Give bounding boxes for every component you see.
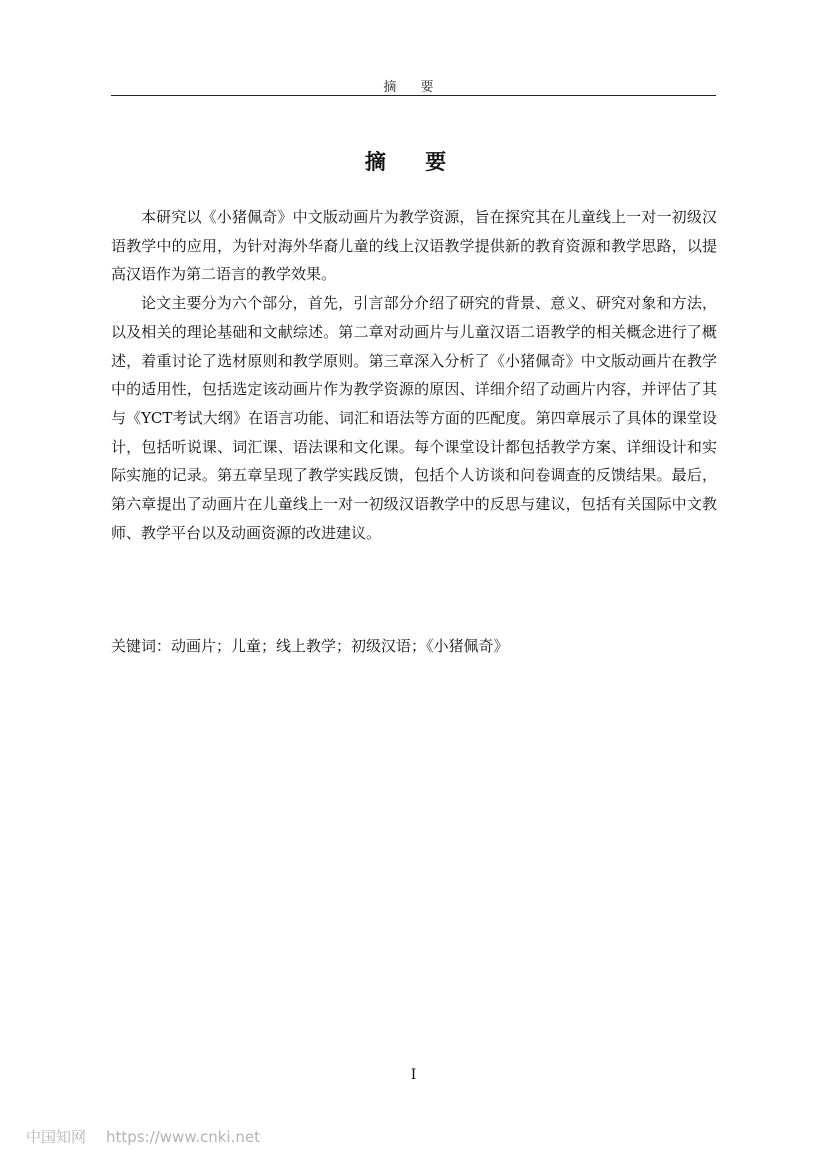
- watermark-brand: 中国知网: [26, 1128, 87, 1146]
- abstract-body: [111, 203, 717, 547]
- cnki-watermark: [26, 1126, 260, 1147]
- abstract-paragraph-2: 论文主要分为六个部分，首先，引言部分介绍了研究的背景、意义、研究对象和方法，以及相关的理论基础和文献综述。第二章对动画片与儿童汉语二语教学的相关概念进行了概述，着重讨论了选材原则和教学原则。第三章深入分析了《小猪佩奇》中文版动画片在教学中的适用性，包括选定该动画片作为教学资源的原因、详细介绍了动画片内容，并评估了其与《YCT考试大纲》在语言功能、词汇和语法等方面的匹配度。第四章展示了具体的课堂设计，包括听说课、词汇课、语法课和文化课。每个课堂设计都包括教学方案、详细设计和实际实施的记录。第五章呈现了教学实践反馈，包括个人访谈和问卷调查的反馈结果。最后，第六章提出了动画片在儿童线上一对一初级汉语教学中的反思与建议，包括有关国际中文教师、教学平台以及动画资源的改进建议。: [111, 294, 717, 542]
- abstract-paragraph-1: 本研究以《小猪佩奇》中文版动画片为教学资源，旨在探究其在儿童线上一对一初级汉语教学中的应用，为针对海外华裔儿童的线上汉语教学提供新的教育资源和教学思路，以提高汉语作为第二语言的教学效果。: [111, 208, 717, 284]
- header-rule: [111, 95, 716, 96]
- watermark-url: https://www.cnki.net: [106, 1128, 260, 1146]
- running-header: 摘 要: [383, 80, 444, 95]
- page-number: I: [410, 1067, 417, 1083]
- abstract-title: 摘 要: [364, 149, 463, 174]
- keywords-line: 关键词：动画片；儿童；线上教学；初级汉语；《小猪佩奇》: [111, 637, 509, 655]
